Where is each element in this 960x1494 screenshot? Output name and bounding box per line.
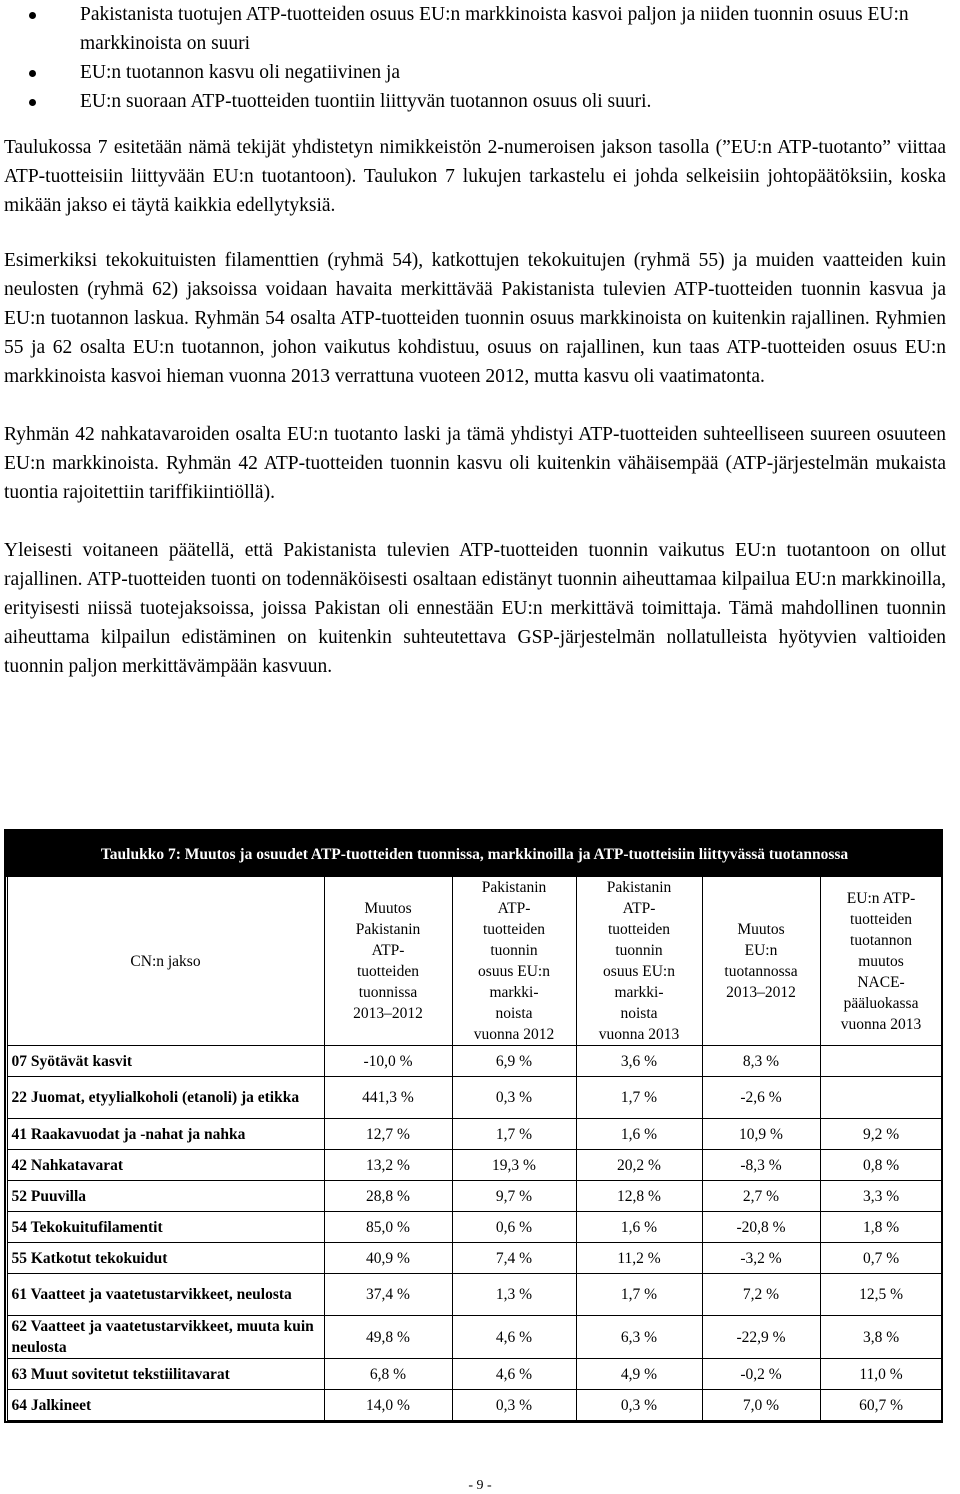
table-7: [4, 829, 943, 1423]
table-header-cell: [324, 876, 452, 1046]
table-header-line: tuotteiden: [357, 963, 419, 980]
table-cell: 6,3 %: [576, 1316, 702, 1359]
table-cell: 6,9 %: [452, 1046, 576, 1077]
table-cell: 12,5 %: [820, 1274, 942, 1316]
table-cell: 1,7 %: [576, 1274, 702, 1316]
table-cell: -0,2 %: [702, 1359, 820, 1390]
table-cell: 0,7 %: [820, 1243, 942, 1274]
table-row-label: 07 Syötävät kasvit: [7, 1046, 324, 1077]
table-row: [7, 1119, 942, 1150]
table-cell: [820, 1077, 942, 1119]
table-header-cell: [702, 876, 820, 1046]
table-header-line: Muutos: [737, 921, 785, 938]
table-row-label: 41 Raakavuodat ja -nahat ja nahka: [7, 1119, 324, 1150]
table-header-row: [7, 876, 942, 1046]
table-header-line: NACE-: [857, 973, 905, 991]
bullet-dot-icon: [29, 70, 36, 77]
bullet-list: [4, 0, 946, 116]
table-row: [7, 1150, 942, 1181]
table-row: [7, 1181, 942, 1212]
table-row: [7, 1274, 942, 1316]
table-header-line: Pakistanin: [606, 879, 672, 896]
table-header-line: vuonna 2012: [473, 1026, 555, 1043]
table-cell: 9,7 %: [452, 1181, 576, 1212]
bullet-item: [4, 0, 946, 58]
table-header-line: noista: [495, 1005, 533, 1022]
table-header-line: ATP-: [371, 942, 405, 959]
bullet-dot-icon: [29, 12, 36, 19]
table-header-line: tuonnin: [615, 942, 663, 959]
table-header-line: vuonna 2013: [598, 1026, 680, 1043]
table-cell: 1,6 %: [576, 1119, 702, 1150]
table-header-line: Pakistanin: [481, 879, 547, 896]
table-cell: 0,3 %: [452, 1077, 576, 1119]
table-cell: 3,8 %: [820, 1316, 942, 1359]
table-row-label: 22 Juomat, etyylialkoholi (etanoli) ja etikka: [7, 1077, 324, 1119]
table-header-line: osuus EU:n: [603, 963, 675, 980]
table-header-line: EU:n: [744, 942, 778, 959]
table-cell: 4,6 %: [452, 1359, 576, 1390]
table-caption: [7, 832, 942, 876]
table-header-line: pääluokassa: [843, 994, 919, 1012]
table-row: [7, 1212, 942, 1243]
table-caption-text: Taulukko 7: Muutos ja osuudet ATP-tuotteiden tuonnissa, markkinoilla ja ATP-tuotteisiin liittyvässä tuotannossa: [100, 845, 849, 863]
table-cell: 19,3 %: [452, 1150, 576, 1181]
table-cell: 8,3 %: [702, 1046, 820, 1077]
table-row-label: 54 Tekokuitufilamentit: [7, 1212, 324, 1243]
table-cell: 3,3 %: [820, 1181, 942, 1212]
table-row: [7, 1243, 942, 1274]
paragraph: Ryhmän 42 nahkatavaroiden osalta EU:n tuotanto laski ja tämä yhdistyi ATP-tuotteiden suhteelliseen suureen osuuteen EU:n markkinoista. Ryhmän 42 ATP-tuotteiden tuonnin kasvu oli kuitenkin vähäisempää (ATP-järjestelmän mukaista tuontia rajoitettiin tariffikiintiöllä).: [4, 424, 946, 503]
table-header-line: muutos: [858, 952, 904, 970]
table-header-line: markki-: [489, 984, 539, 1001]
table-header-line: Pakistanin: [355, 921, 421, 938]
table-row: [7, 1390, 942, 1421]
table-header-line: markki-: [614, 984, 664, 1001]
table-header-line: ATP-: [622, 900, 656, 917]
table-header-cell: [452, 876, 576, 1046]
paragraph: Yleisesti voitaneen päätellä, että Pakistanista tulevien ATP-tuotteiden tuonnin vaikutus EU:n tuotantoon on ollut rajallinen. ATP-tuotteiden tuonti on todennäköisesti osaltaan edistänyt tuonnin aiheuttamaa kilpailua EU:n markkinoilla, erityisesti niissä tuotejaksoissa, joissa Pakistan oli ennestään EU:n merkittävä toimittaja. Tämä mahdollinen tuonnin aiheuttama kilpailun edistäminen on kuitenkin suhteutettava GSP-järjestelmän nollatulleista hyötyvien valtioiden tuonnin paljon merkittävämpään kasvuun.: [4, 540, 946, 677]
table-cell: 2,7 %: [702, 1181, 820, 1212]
table-cell: 0,6 %: [452, 1212, 576, 1243]
table-cell: 6,8 %: [324, 1359, 452, 1390]
table-cell: 1,6 %: [576, 1212, 702, 1243]
table-row-label: 64 Jalkineet: [7, 1390, 324, 1421]
table-cell: 20,2 %: [576, 1150, 702, 1181]
table-caption-row: [7, 832, 942, 876]
table-row-label: 62 Vaatteet ja vaatetustarvikkeet, muuta kuin neulosta: [7, 1316, 324, 1359]
table-header-cell: [7, 876, 324, 1046]
table-cell: 13,2 %: [324, 1150, 452, 1181]
table-cell: 1,3 %: [452, 1274, 576, 1316]
bullet-dot-icon: [29, 99, 36, 106]
table-cell: 3,6 %: [576, 1046, 702, 1077]
table-header-line: EU:n ATP-: [846, 889, 916, 907]
table-cell: 37,4 %: [324, 1274, 452, 1316]
table-cell: 28,8 %: [324, 1181, 452, 1212]
paragraph: Esimerkiksi tekokuituisten filamenttien (ryhmä 54), katkottujen tekokuitujen (ryhmä 55) ja muiden vaatteiden kuin neulosten (ryhmä 62) jaksoissa voidaan havaita merkittävää Pakistanista tulevien ATP-tuotteiden tuonnin kasvua ja EU:n tuotannon laskua. Ryhmän 54 osalta ATP-tuotteiden tuonnin osuus markkinoista on kuitenkin rajallinen. Ryhmien 55 ja 62 osalta EU:n tuotannon, johon vaikutus kohdistuu, osuus on rajallinen, kun taas ATP-tuotteiden osuus EU:n markkinoista kasvoi hieman vuonna 2013 verrattuna vuoteen 2012, mutta kasvu oli vaatimatonta.: [4, 250, 946, 387]
table-cell: 4,6 %: [452, 1316, 576, 1359]
table-header-line: CN:n jakso: [130, 952, 201, 970]
table-header-line: tuonnissa: [358, 984, 418, 1001]
table-cell: 1,7 %: [576, 1077, 702, 1119]
table-row-label: 42 Nahkatavarat: [7, 1150, 324, 1181]
page-number: - 9 -: [468, 1478, 492, 1493]
table-cell: 1,7 %: [452, 1119, 576, 1150]
table-header-cell: [576, 876, 702, 1046]
table-header-line: tuotteiden: [608, 921, 670, 938]
table-header-line: vuonna 2013: [840, 1015, 922, 1033]
table-header-line: tuotannossa: [724, 963, 798, 980]
table-cell: -2,6 %: [702, 1077, 820, 1119]
bullet-text: EU:n tuotannon kasvu oli negatiivinen ja: [80, 62, 401, 83]
table-header-line: osuus EU:n: [478, 963, 550, 980]
table-row-label: 61 Vaatteet ja vaatetustarvikkeet, neulosta: [7, 1274, 324, 1316]
bullet-text: EU:n suoraan ATP-tuotteiden tuontiin liittyvän tuotannon osuus oli suuri.: [80, 91, 652, 112]
table-header-line: tuotteiden: [483, 921, 545, 938]
table-cell: -8,3 %: [702, 1150, 820, 1181]
table-header-line: noista: [620, 1005, 658, 1022]
table-cell: 10,9 %: [702, 1119, 820, 1150]
table-header-line: 2013–2012: [726, 984, 796, 1001]
document-page: [4, 0, 946, 681]
table-cell: 441,3 %: [324, 1077, 452, 1119]
table-cell: [820, 1046, 942, 1077]
table-cell: -22,9 %: [702, 1316, 820, 1359]
table-header-line: ATP-: [497, 900, 531, 917]
table-row: [7, 1316, 942, 1359]
table-cell: 60,7 %: [820, 1390, 942, 1421]
bullet-item: [4, 58, 946, 87]
table-header-cell: [820, 876, 942, 1046]
table-header-line: tuotteiden: [850, 910, 913, 928]
paragraph: Taulukossa 7 esitetään nämä tekijät yhdistetyn nimikkeistön 2-numeroisen jakson tasolla (”EU:n ATP-tuotanto” viittaa ATP-tuotteisiin liittyvään EU:n tuotantoon). Taulukon 7 lukujen tarkastelu ei johda selkeisiin johtopäätöksiin, koska mikään jakso ei täytä kaikkia edellytyksiä.: [4, 137, 946, 216]
table-cell: 85,0 %: [324, 1212, 452, 1243]
table-cell: 7,4 %: [452, 1243, 576, 1274]
table-cell: 0,3 %: [452, 1390, 576, 1421]
table-cell: 7,2 %: [702, 1274, 820, 1316]
table-cell: 11,0 %: [820, 1359, 942, 1390]
table-header-line: tuonnin: [490, 942, 538, 959]
table-row-label: 55 Katkotut tekokuidut: [7, 1243, 324, 1274]
bullet-text: Pakistanista tuotujen ATP-tuotteiden osuus EU:n markkinoista kasvoi paljon ja niiden tuonnin osuus EU:n markkinoista on suuri: [80, 4, 909, 54]
table-cell: 11,2 %: [576, 1243, 702, 1274]
table-header-line: 2013–2012: [353, 1005, 423, 1022]
table-cell: 7,0 %: [702, 1390, 820, 1421]
table-cell: 4,9 %: [576, 1359, 702, 1390]
table-row: [7, 1359, 942, 1390]
bullet-item: [4, 87, 946, 116]
table-header-line: tuotannon: [850, 931, 913, 949]
table-cell: 9,2 %: [820, 1119, 942, 1150]
table-cell: -20,8 %: [702, 1212, 820, 1243]
table-cell: 0,8 %: [820, 1150, 942, 1181]
table-cell: 0,3 %: [576, 1390, 702, 1421]
data-table: [6, 831, 943, 1421]
table-cell: -10,0 %: [324, 1046, 452, 1077]
table-row-label: 52 Puuvilla: [7, 1181, 324, 1212]
table-row: [7, 1046, 942, 1077]
table-cell: -3,2 %: [702, 1243, 820, 1274]
table-cell: 14,0 %: [324, 1390, 452, 1421]
table-cell: 49,8 %: [324, 1316, 452, 1359]
table-row: [7, 1077, 942, 1119]
table-header-line: Muutos: [364, 900, 412, 917]
table-cell: 1,8 %: [820, 1212, 942, 1243]
table-cell: 12,8 %: [576, 1181, 702, 1212]
table-cell: 12,7 %: [324, 1119, 452, 1150]
table-row-label: 63 Muut sovitetut tekstiilitavarat: [7, 1359, 324, 1390]
table-cell: 40,9 %: [324, 1243, 452, 1274]
